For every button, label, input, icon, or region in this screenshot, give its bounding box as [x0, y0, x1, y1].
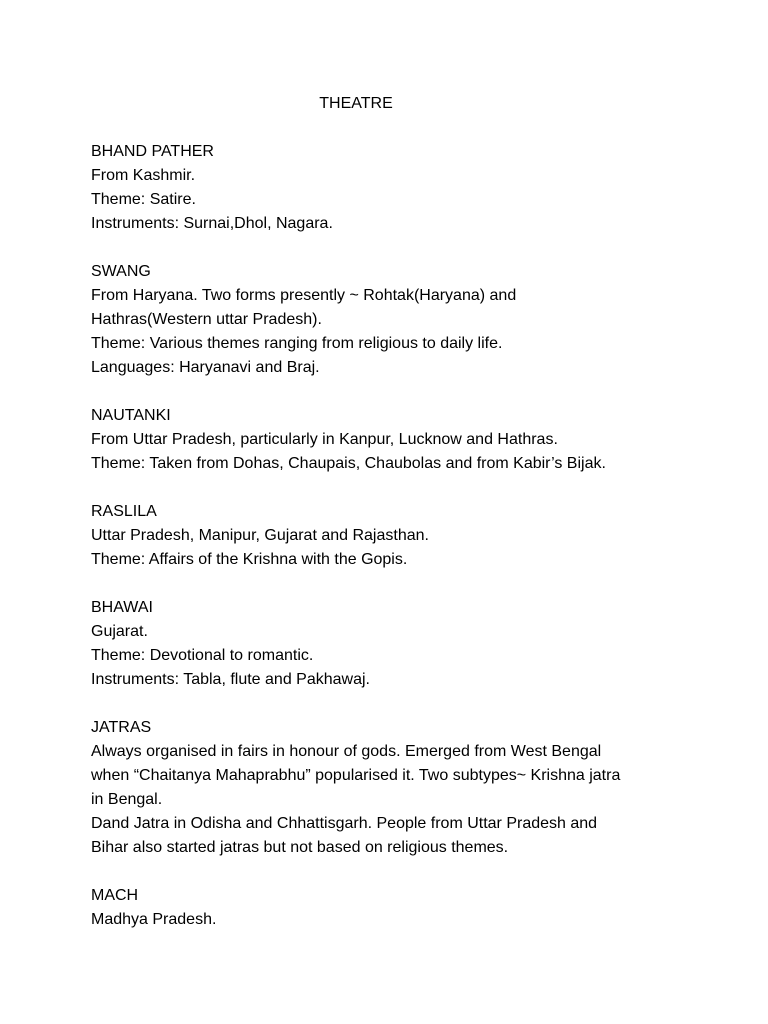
section-text-line: Dand Jatra in Odisha and Chhattisgarh. People from Uttar Pradesh and [91, 815, 598, 832]
section-text-line: Theme: Satire. [91, 191, 196, 208]
section-text-line: Theme: Various themes ranging from religious to daily life. [91, 335, 503, 352]
section-text-line: Always organised in fairs in honour of gods. Emerged from West Bengal [91, 743, 602, 760]
section-text-line: Theme: Devotional to romantic. [91, 647, 314, 664]
page-title: THEATRE [319, 95, 393, 112]
section-swang [91, 260, 691, 380]
section-text-line: Instruments: Tabla, flute and Pakhawaj. [91, 671, 370, 688]
section-text-line: Uttar Pradesh, Manipur, Gujarat and Rajasthan. [91, 527, 429, 544]
section-text-line: Bihar also started jatras but not based on religious themes. [91, 839, 509, 856]
section-text-line: when “Chaitanya Mahaprabhu” popularised it. Two subtypes~ Krishna jatra [91, 767, 621, 784]
section-text-line: Instruments: Surnai,Dhol, Nagara. [91, 215, 333, 232]
section-text-line: From Kashmir. [91, 167, 196, 184]
section-heading: BHAWAI [91, 599, 153, 616]
section-text-line: Languages: Haryanavi and Braj. [91, 359, 320, 376]
section-nautanki [91, 404, 691, 476]
sections-list [91, 140, 691, 956]
section-heading: RASLILA [91, 503, 157, 520]
section-heading: MACH [91, 887, 139, 904]
section-jatras [91, 716, 691, 860]
section-heading: NAUTANKI [91, 407, 171, 424]
section-text-line: Gujarat. [91, 623, 148, 640]
section-heading: SWANG [91, 263, 151, 280]
section-raslila [91, 500, 691, 572]
section-text-line: Hathras(Western uttar Pradesh). [91, 311, 322, 328]
section-text-line: Madhya Pradesh. [91, 911, 217, 928]
section-bhawai [91, 596, 691, 692]
section-text-line: Theme: Affairs of the Krishna with the Gopis. [91, 551, 408, 568]
section-text-line: Theme: Taken from Dohas, Chaupais, Chaubolas and from Kabir’s Bijak. [91, 455, 606, 472]
section-mach [91, 884, 691, 932]
section-text-line: From Uttar Pradesh, particularly in Kanpur, Lucknow and Hathras. [91, 431, 558, 448]
section-text-line: From Haryana. Two forms presently ~ Rohtak(Haryana) and [91, 287, 517, 304]
section-text-line: in Bengal. [91, 791, 163, 808]
section-bhand-pather [91, 140, 691, 236]
section-heading: JATRAS [91, 719, 152, 736]
section-heading: BHAND PATHER [91, 143, 214, 160]
